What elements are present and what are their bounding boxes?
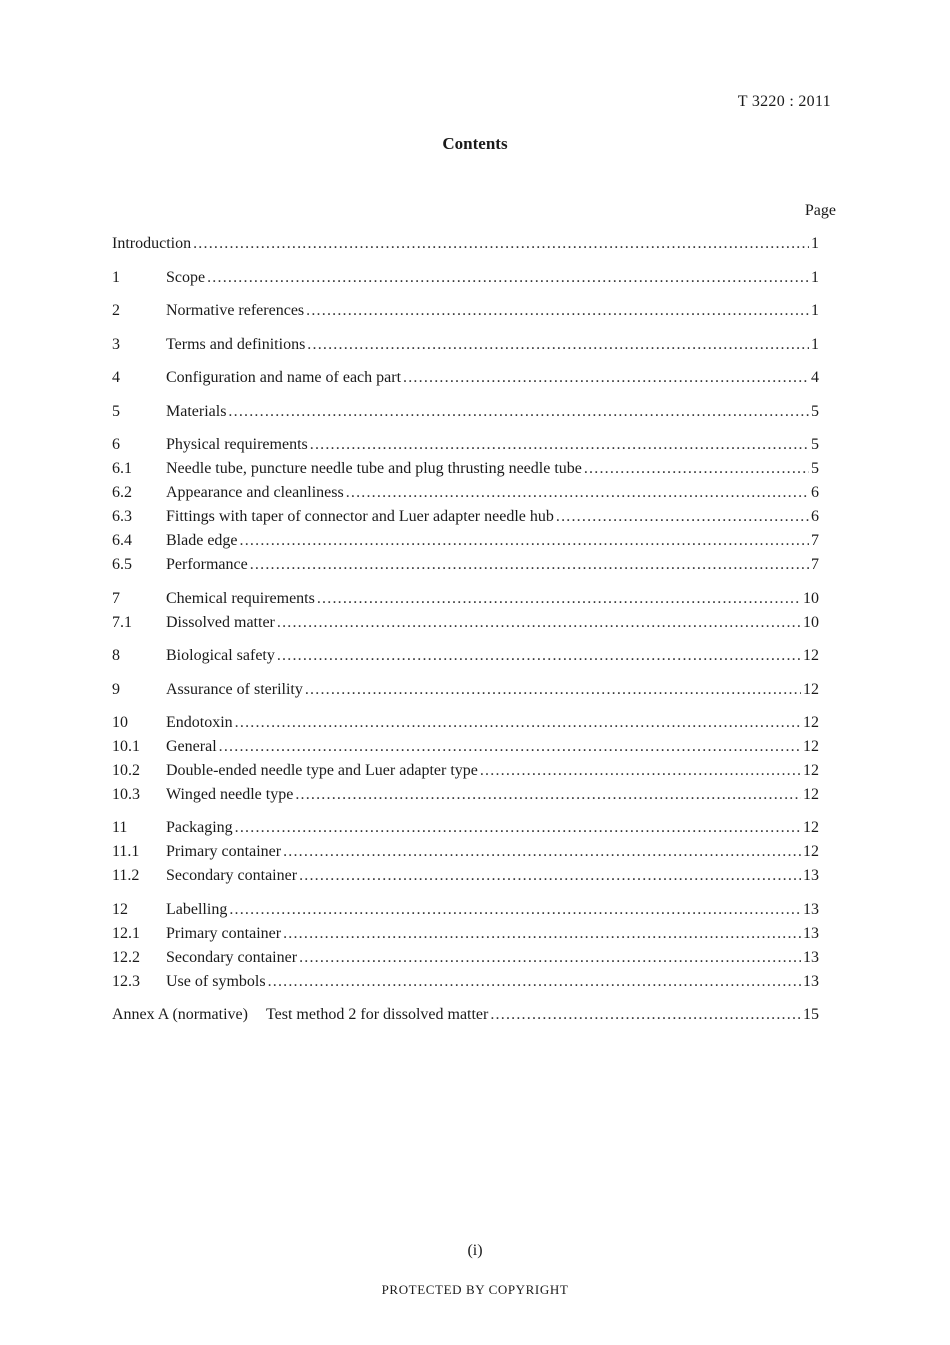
- toc-entry-number: 6.1: [112, 460, 132, 477]
- toc-entry-title: Endotoxin: [166, 714, 233, 731]
- toc-annex-heading: [112, 1004, 488, 1026]
- toc-entry-page: 12: [803, 786, 819, 803]
- toc-entry-number: 6: [112, 436, 120, 453]
- toc-leader: [584, 458, 809, 480]
- toc-entry[interactable]: [112, 506, 819, 528]
- toc-leader: [307, 334, 809, 356]
- toc-entry-title: Scope: [166, 269, 206, 286]
- toc-entry-title: Physical requirements: [166, 436, 308, 453]
- toc-entry-page: 5: [811, 460, 819, 477]
- toc-leader: [228, 401, 809, 423]
- toc-entry[interactable]: [112, 645, 819, 667]
- toc-entry-page: 12: [803, 714, 819, 731]
- toc-entry-number: 10.1: [112, 738, 140, 755]
- toc-entry-number: 6.5: [112, 556, 132, 573]
- toc-entry-number: 7: [112, 590, 120, 607]
- toc-entry-page: 12: [803, 681, 819, 698]
- toc-entry[interactable]: [112, 367, 819, 389]
- toc-entry-page: 1: [811, 302, 819, 319]
- toc-entry-title: Dissolved matter: [166, 614, 275, 631]
- toc-entry[interactable]: [112, 434, 819, 456]
- toc-entry-number: 12: [112, 901, 128, 918]
- toc-entry-title: Assurance of sterility: [166, 681, 303, 698]
- contents-title: Contents: [442, 134, 508, 153]
- toc-entry-page: 13: [803, 949, 819, 966]
- toc-entry-page: 13: [803, 901, 819, 918]
- toc-entry-page: 4: [811, 369, 819, 386]
- toc-leader: [235, 712, 801, 734]
- toc-leader: [480, 760, 801, 782]
- toc-entry-page: 7: [811, 532, 819, 549]
- toc-entry-page: 12: [803, 647, 819, 664]
- toc-entry-page: 12: [803, 762, 819, 779]
- toc-leader: [283, 841, 801, 863]
- toc-entry-title: Normative references: [166, 302, 305, 319]
- toc-entry[interactable]: [112, 784, 819, 806]
- toc-entry-annex-a[interactable]: [112, 1004, 819, 1026]
- toc-entry-number: 12.2: [112, 949, 140, 966]
- toc-entry-number: 4: [112, 369, 120, 386]
- toc-leader: [240, 530, 809, 552]
- toc-entry[interactable]: [112, 899, 819, 921]
- toc-entry-number: 10.3: [112, 786, 140, 803]
- toc-entry-page: 6: [811, 508, 819, 525]
- toc-entry[interactable]: [112, 679, 819, 701]
- toc-entry-title: Configuration and name of each part: [166, 369, 402, 386]
- toc-leader: [277, 645, 801, 667]
- toc-entry[interactable]: [112, 841, 819, 863]
- toc-entry[interactable]: [112, 334, 819, 356]
- toc-entry-title: Labelling: [166, 901, 228, 918]
- toc-leader: [295, 784, 801, 806]
- toc-entry-number: 6.4: [112, 532, 132, 549]
- toc-entry[interactable]: [112, 947, 819, 969]
- toc-entry-title: Introduction: [112, 235, 192, 252]
- toc-annex-label: Annex A (normative): [112, 1006, 248, 1023]
- toc-annex-title: Test method 2 for dissolved matter: [265, 1006, 489, 1023]
- toc-entry-number: 12.1: [112, 925, 140, 942]
- toc-entry-page: 13: [803, 925, 819, 942]
- toc-entry-title: Primary container: [166, 843, 282, 860]
- toc-entry-number: 10.2: [112, 762, 140, 779]
- toc-leader: [403, 367, 809, 389]
- toc-leader: [277, 612, 801, 634]
- toc-entry-page: 13: [803, 973, 819, 990]
- toc-leader: [317, 588, 801, 610]
- toc-entry-title: Biological safety: [166, 647, 275, 664]
- toc-entry-number: 6.2: [112, 484, 132, 501]
- toc-entry-number: 1: [112, 269, 120, 286]
- toc-entry[interactable]: [112, 530, 819, 552]
- toc-entry-title: Secondary container: [166, 867, 298, 884]
- toc-leader: [306, 300, 809, 322]
- toc-leader: [219, 736, 801, 758]
- toc-leader: [235, 817, 801, 839]
- toc-leader: [305, 679, 801, 701]
- toc-entry[interactable]: [112, 865, 819, 887]
- toc-entry-title: Appearance and cleanliness: [166, 484, 344, 501]
- toc-entry-title: Winged needle type: [166, 786, 294, 803]
- toc-entry-number: 3: [112, 336, 120, 353]
- toc-entry-page: 1: [811, 235, 819, 252]
- toc-entry-number: 12.3: [112, 973, 140, 990]
- toc-entry[interactable]: [112, 482, 819, 504]
- toc-entry[interactable]: [112, 458, 819, 480]
- toc-leader: [299, 947, 801, 969]
- toc-entry-title: Terms and definitions: [166, 336, 306, 353]
- toc-entry-page: 13: [803, 867, 819, 884]
- toc-entry-number: 11.2: [112, 867, 140, 884]
- toc-entry-title: Chemical requirements: [166, 590, 315, 607]
- toc-entry-page: 5: [811, 436, 819, 453]
- toc-entry-number: 2: [112, 302, 120, 319]
- toc-entry-page: 12: [803, 843, 819, 860]
- toc-entry-title: Secondary container: [166, 949, 298, 966]
- toc-leader: [250, 554, 809, 576]
- toc-entry-title: Packaging: [166, 819, 233, 836]
- toc-entry[interactable]: [112, 300, 819, 322]
- toc-entry-title: Blade edge: [166, 532, 238, 549]
- toc-entry[interactable]: [112, 401, 819, 423]
- toc-entry-title: Use of symbols: [166, 973, 266, 990]
- toc-entry[interactable]: [112, 923, 819, 945]
- standard-number: T 3220 : 2011: [737, 93, 831, 110]
- toc-entry-introduction[interactable]: [112, 233, 819, 255]
- toc-entry[interactable]: [112, 554, 819, 576]
- toc-entry-number: 7.1: [112, 614, 132, 631]
- toc-entry-page: 1: [811, 336, 819, 353]
- toc-entry-title: Double-ended needle type and Luer adapter type: [166, 762, 478, 779]
- toc-entry-number: 5: [112, 403, 120, 420]
- footer-page-number: (i): [467, 1242, 483, 1259]
- toc-entry-title: Materials: [166, 403, 227, 420]
- toc-entry[interactable]: [112, 760, 819, 782]
- toc-entry-number: 11: [112, 819, 128, 836]
- toc-leader: [299, 865, 801, 887]
- toc-entry-page: 7: [811, 556, 819, 573]
- toc-entry[interactable]: [112, 712, 819, 734]
- toc-entry-number: 8: [112, 647, 120, 664]
- toc-entry[interactable]: [112, 736, 819, 758]
- toc-entry-number: 10: [112, 714, 128, 731]
- toc-entry-number: 9: [112, 681, 120, 698]
- toc-entry-page: 6: [811, 484, 819, 501]
- copyright-notice: PROTECTED BY COPYRIGHT: [381, 1282, 569, 1297]
- toc-leader: [207, 267, 809, 289]
- toc-entry[interactable]: [112, 971, 819, 993]
- toc-leader: [193, 233, 809, 255]
- toc-entry[interactable]: [112, 267, 819, 289]
- toc-leader: [268, 971, 801, 993]
- toc-entry[interactable]: [112, 817, 819, 839]
- toc-leader: [283, 923, 801, 945]
- toc-leader: [490, 1004, 801, 1026]
- toc-entry[interactable]: [112, 612, 819, 634]
- toc-entry-title: Performance: [166, 556, 248, 573]
- toc-entry[interactable]: [112, 588, 819, 610]
- toc-entry-page: 15: [803, 1006, 819, 1023]
- toc-entry-page: 12: [803, 738, 819, 755]
- toc-entry-title: Fittings with taper of connector and Luer adapter needle hub: [166, 508, 554, 525]
- toc-leader: [229, 899, 801, 921]
- toc-entry-page: 12: [803, 819, 819, 836]
- toc-entry-title: General: [166, 738, 217, 755]
- toc-entry-page: 5: [811, 403, 819, 420]
- page-column-label: Page: [804, 202, 836, 219]
- toc-entry-title: Primary container: [166, 925, 282, 942]
- toc-leader: [310, 434, 809, 456]
- toc-entry-page: 1: [811, 269, 819, 286]
- toc-leader: [556, 506, 809, 528]
- toc-entry-title: Needle tube, puncture needle tube and plug thrusting needle tube: [166, 460, 582, 477]
- toc-entry-number: 11.1: [112, 843, 140, 860]
- toc-entry-page: 10: [803, 614, 819, 631]
- toc-leader: [346, 482, 809, 504]
- toc-entry-page: 10: [803, 590, 819, 607]
- toc-entry-number: 6.3: [112, 508, 132, 525]
